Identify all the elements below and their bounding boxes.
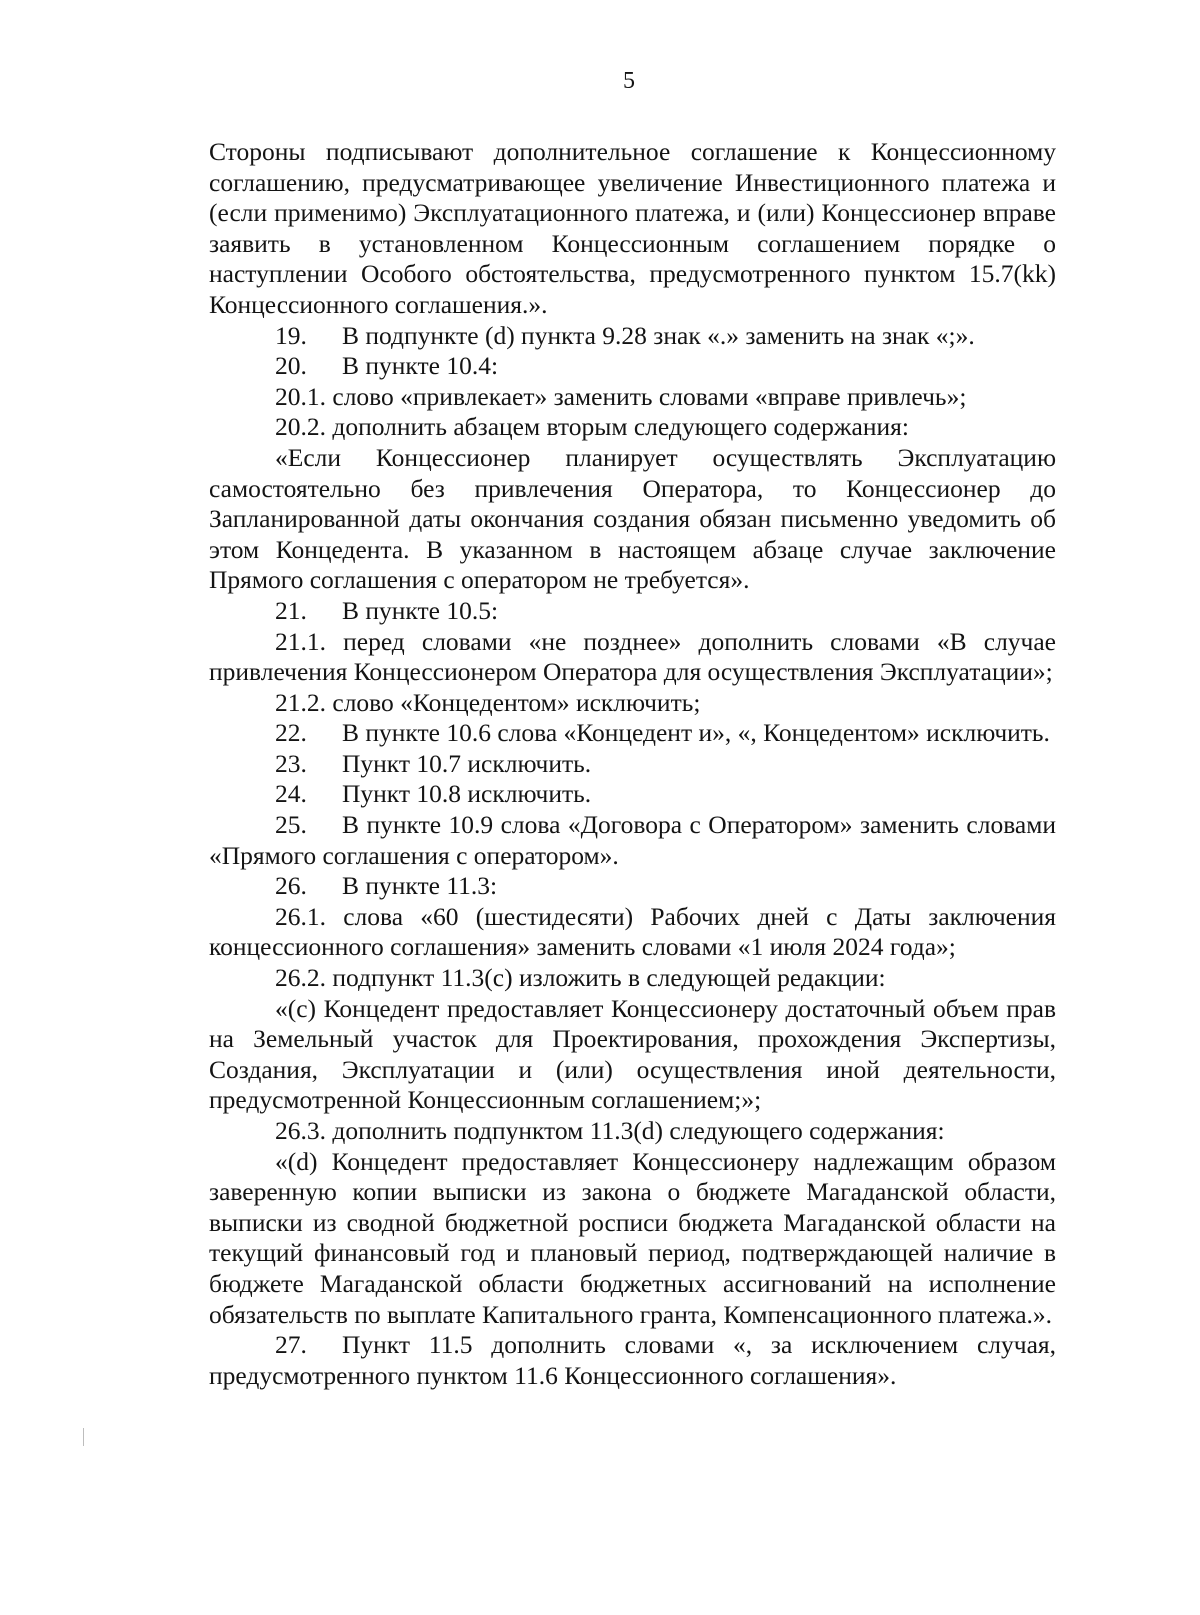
quoted-paragraph: «Если Концессионер планирует осуществлять Эксплуатацию самостоятельно без привлечения Оператора, то Концессионер до Запланированной даты окончания создания обязан письменно уведомить об этом Концедента. В указанном в настоящем абзаце случае заключение Прямого соглашения с оператором не требуется». xyxy=(209,442,1056,595)
item-20 xyxy=(209,351,1056,382)
item-number: 27. xyxy=(275,1330,307,1360)
item-text: В пункте 11.3: xyxy=(342,871,498,901)
scan-margin-mark xyxy=(83,1428,84,1446)
item-27 xyxy=(209,1330,1056,1391)
subitem-20-2: 20.2. дополнить абзацем вторым следующего содержания: xyxy=(275,412,909,442)
item-number: 25. xyxy=(275,810,307,840)
item-21 xyxy=(209,596,1056,627)
item-19 xyxy=(209,321,1056,352)
item-26 xyxy=(209,871,1056,902)
document-body xyxy=(209,137,1056,1391)
item-22 xyxy=(209,718,1056,749)
item-text: Пункт 10.7 исключить. xyxy=(342,748,592,778)
item-number: 22. xyxy=(275,718,307,748)
item-25 xyxy=(209,810,1056,871)
item-text: В пункте 10.9 слова «Договора с Оператором» заменить словами «Прямого соглашения с оператором». xyxy=(209,810,1056,870)
subitem-26-3: 26.3. дополнить подпунктом 11.3(d) следующего содержания: xyxy=(275,1116,945,1145)
item-number: 23. xyxy=(275,748,307,778)
item-text: Пункт 11.5 дополнить словами «, за исключением случая, предусмотренного пунктом 11.6 Концессионного соглашения». xyxy=(209,1330,1056,1390)
subitem-20-1: 20.1. слово «привлекает» заменить словами «вправе привлечь»; xyxy=(275,381,967,411)
subitem-26-1: 26.1. слова «60 (шестидесяти) Рабочих дней с Даты заключения концессионного соглашения» заменить словами «1 июля 2024 года»; xyxy=(209,901,1056,962)
item-text: В пункте 10.6 слова «Концедент и», «, Концедентом» исключить. xyxy=(342,718,1050,748)
subitem-26-2: 26.2. подпункт 11.3(c) изложить в следующей редакции: xyxy=(275,963,886,993)
quoted-paragraph: «(c) Концедент предоставляет Концессионеру достаточный объем прав на Земельный участок для Проектирования, прохождения Экспертизы, Создания, Эксплуатации и (или) осуществления иной деятельности, предусмотренной Концессионным соглашением;»; xyxy=(209,993,1056,1115)
item-number: 19. xyxy=(275,320,307,350)
subitem-21-1: 21.1. перед словами «не позднее» дополнить словами «В случае привлечения Концессионером Оператора для осуществления Эксплуатации»; xyxy=(209,626,1056,687)
item-number: 20. xyxy=(275,351,307,381)
item-text: В подпункте (d) пункта 9.28 знак «.» заменить на знак «;». xyxy=(342,320,975,350)
item-24 xyxy=(209,779,1056,810)
item-number: 26. xyxy=(275,871,307,901)
subitem-21-2: 21.2. слово «Концедентом» исключить; xyxy=(275,687,701,717)
item-text: В пункте 10.4: xyxy=(342,351,499,381)
item-text: Пункт 10.8 исключить. xyxy=(342,779,592,809)
paragraph-continuation: Стороны подписывают дополнительное соглашение к Концессионному соглашению, предусматривающее увеличение Инвестиционного платежа и (если применимо) Эксплуатационного платежа, и (или) Концессионер вправе заявить в установленном Концессионным соглашением порядке о наступлении Особого обстоятельства, предусмотренного пунктом 15.7(kk) Концессионного соглашения.». xyxy=(209,137,1056,319)
item-number: 21. xyxy=(275,595,307,625)
item-text: В пункте 10.5: xyxy=(342,595,499,625)
item-number: 24. xyxy=(275,779,307,809)
item-23 xyxy=(209,749,1056,780)
page-number: 5 xyxy=(623,68,635,94)
quoted-paragraph: «(d) Концедент предоставляет Концессионеру надлежащим образом заверенную копии выписки из закона о бюджете Магаданской области, выписки из сводной бюджетной росписи бюджета Магаданской области на текущий финансовый год и плановый период, подтверждающей наличие в бюджете Магаданской области бюджетных ассигнований на исполнение обязательств по выплате Капитального гранта, Компенсационного платежа.». xyxy=(209,1146,1056,1329)
